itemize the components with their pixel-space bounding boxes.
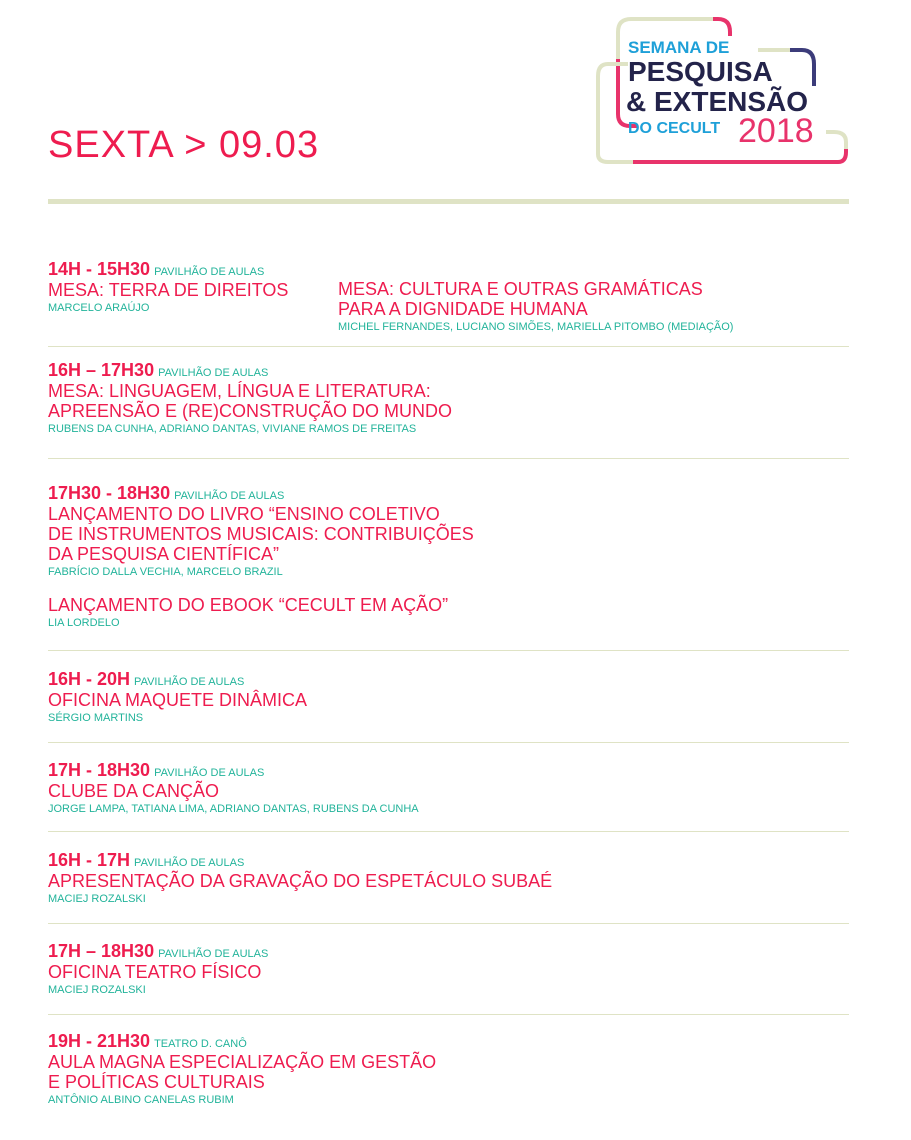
event-title: APRESENTAÇÃO DA GRAVAÇÃO DO ESPETÁCULO SUBAÉ <box>48 871 553 891</box>
event-venue: PAVILHÃO DE AULAS <box>154 767 265 779</box>
event-time: 17H – 18H30 <box>48 941 155 961</box>
event-venue: PAVILHÃO DE AULAS <box>134 676 245 688</box>
event-venue: PAVILHÃO DE AULAS <box>134 857 245 869</box>
event-names: MACIEJ ROZALSKI <box>48 984 146 996</box>
event-venue: PAVILHÃO DE AULAS <box>158 367 269 379</box>
event-time: 19H - 21H30 <box>48 1031 151 1051</box>
event-names: JORGE LAMPA, TATIANA LIMA, ADRIANO DANTAS, RUBENS DA CUNHA <box>48 803 419 815</box>
logo-year: 2018 <box>738 112 814 150</box>
divider <box>48 923 849 924</box>
event <box>48 669 307 726</box>
event-time: 16H - 20H <box>48 669 131 689</box>
event-title: DE INSTRUMENTOS MUSICAIS: CONTRIBUIÇÕES <box>48 524 474 544</box>
event-venue: TEATRO D. CANÔ <box>154 1038 247 1050</box>
event <box>48 760 419 817</box>
event-names: ANTÔNIO ALBINO CANELAS RUBIM <box>48 1094 234 1106</box>
event-time: 17H - 18H30 <box>48 760 151 780</box>
event-title: LANÇAMENTO DO EBOOK “CECULT EM AÇÃO” <box>48 595 449 615</box>
event-names: MARCELO ARAÚJO <box>48 302 150 314</box>
event-venue: PAVILHÃO DE AULAS <box>174 490 285 502</box>
event <box>48 483 474 631</box>
event <box>48 850 552 907</box>
event <box>48 1031 436 1108</box>
event-title: MESA: LINGUAGEM, LÍNGUA E LITERATURA: <box>48 381 431 401</box>
divider <box>48 831 849 832</box>
event-time: 14H - 15H30 <box>48 259 151 279</box>
event-title: LANÇAMENTO DO LIVRO “ENSINO COLETIVO <box>48 504 440 524</box>
event-venue: PAVILHÃO DE AULAS <box>158 948 269 960</box>
event-title: MESA: CULTURA E OUTRAS GRAMÁTICAS <box>338 279 703 299</box>
event-title: DA PESQUISA CIENTÍFICA” <box>48 544 280 564</box>
event-names: LIA LORDELO <box>48 617 120 629</box>
event <box>48 941 268 998</box>
event-title: MESA: TERRA DE DIREITOS <box>48 280 289 300</box>
logo-line3: & EXTENSÃO <box>626 86 809 117</box>
logo-line2: PESQUISA <box>628 56 773 87</box>
event-title: E POLÍTICAS CULTURAIS <box>48 1072 265 1092</box>
event-names: MACIEJ ROZALSKI <box>48 893 146 905</box>
event-names: MICHEL FERNANDES, LUCIANO SIMÕES, MARIELLA PITOMBO (MEDIAÇÃO) <box>338 321 734 333</box>
event-title: OFICINA MAQUETE DINÂMICA <box>48 690 308 710</box>
event-names: FABRÍCIO DALLA VECHIA, MARCELO BRAZIL <box>48 566 283 578</box>
event-venue: PAVILHÃO DE AULAS <box>154 266 265 278</box>
event-names: RUBENS DA CUNHA, ADRIANO DANTAS, VIVIANE RAMOS DE FREITAS <box>48 423 417 435</box>
event-time: 17H30 - 18H30 <box>48 483 171 503</box>
event-names: SÉRGIO MARTINS <box>48 712 144 724</box>
divider <box>48 458 849 459</box>
event-title: AULA MAGNA ESPECIALIZAÇÃO EM GESTÃO <box>48 1052 437 1072</box>
logo-line1: SEMANA DE <box>628 38 730 57</box>
event <box>48 259 288 316</box>
divider <box>48 1014 849 1015</box>
parallel-event <box>338 279 733 335</box>
event <box>48 360 452 437</box>
event-title: APREENSÃO E (RE)CONSTRUÇÃO DO MUNDO <box>48 401 453 421</box>
event-time: 16H – 17H30 <box>48 360 155 380</box>
divider <box>48 346 849 347</box>
event-logo <box>588 14 850 164</box>
divider <box>48 650 849 651</box>
event-title: PARA A DIGNIDADE HUMANA <box>338 299 588 319</box>
logo-line4: DO CECULT <box>628 120 721 137</box>
event-title: OFICINA TEATRO FÍSICO <box>48 962 262 982</box>
page-title: SEXTA > 09.03 <box>48 124 320 166</box>
header-divider <box>48 199 849 204</box>
divider <box>48 742 849 743</box>
event-title: CLUBE DA CANÇÃO <box>48 781 220 801</box>
event-time: 16H - 17H <box>48 850 131 870</box>
